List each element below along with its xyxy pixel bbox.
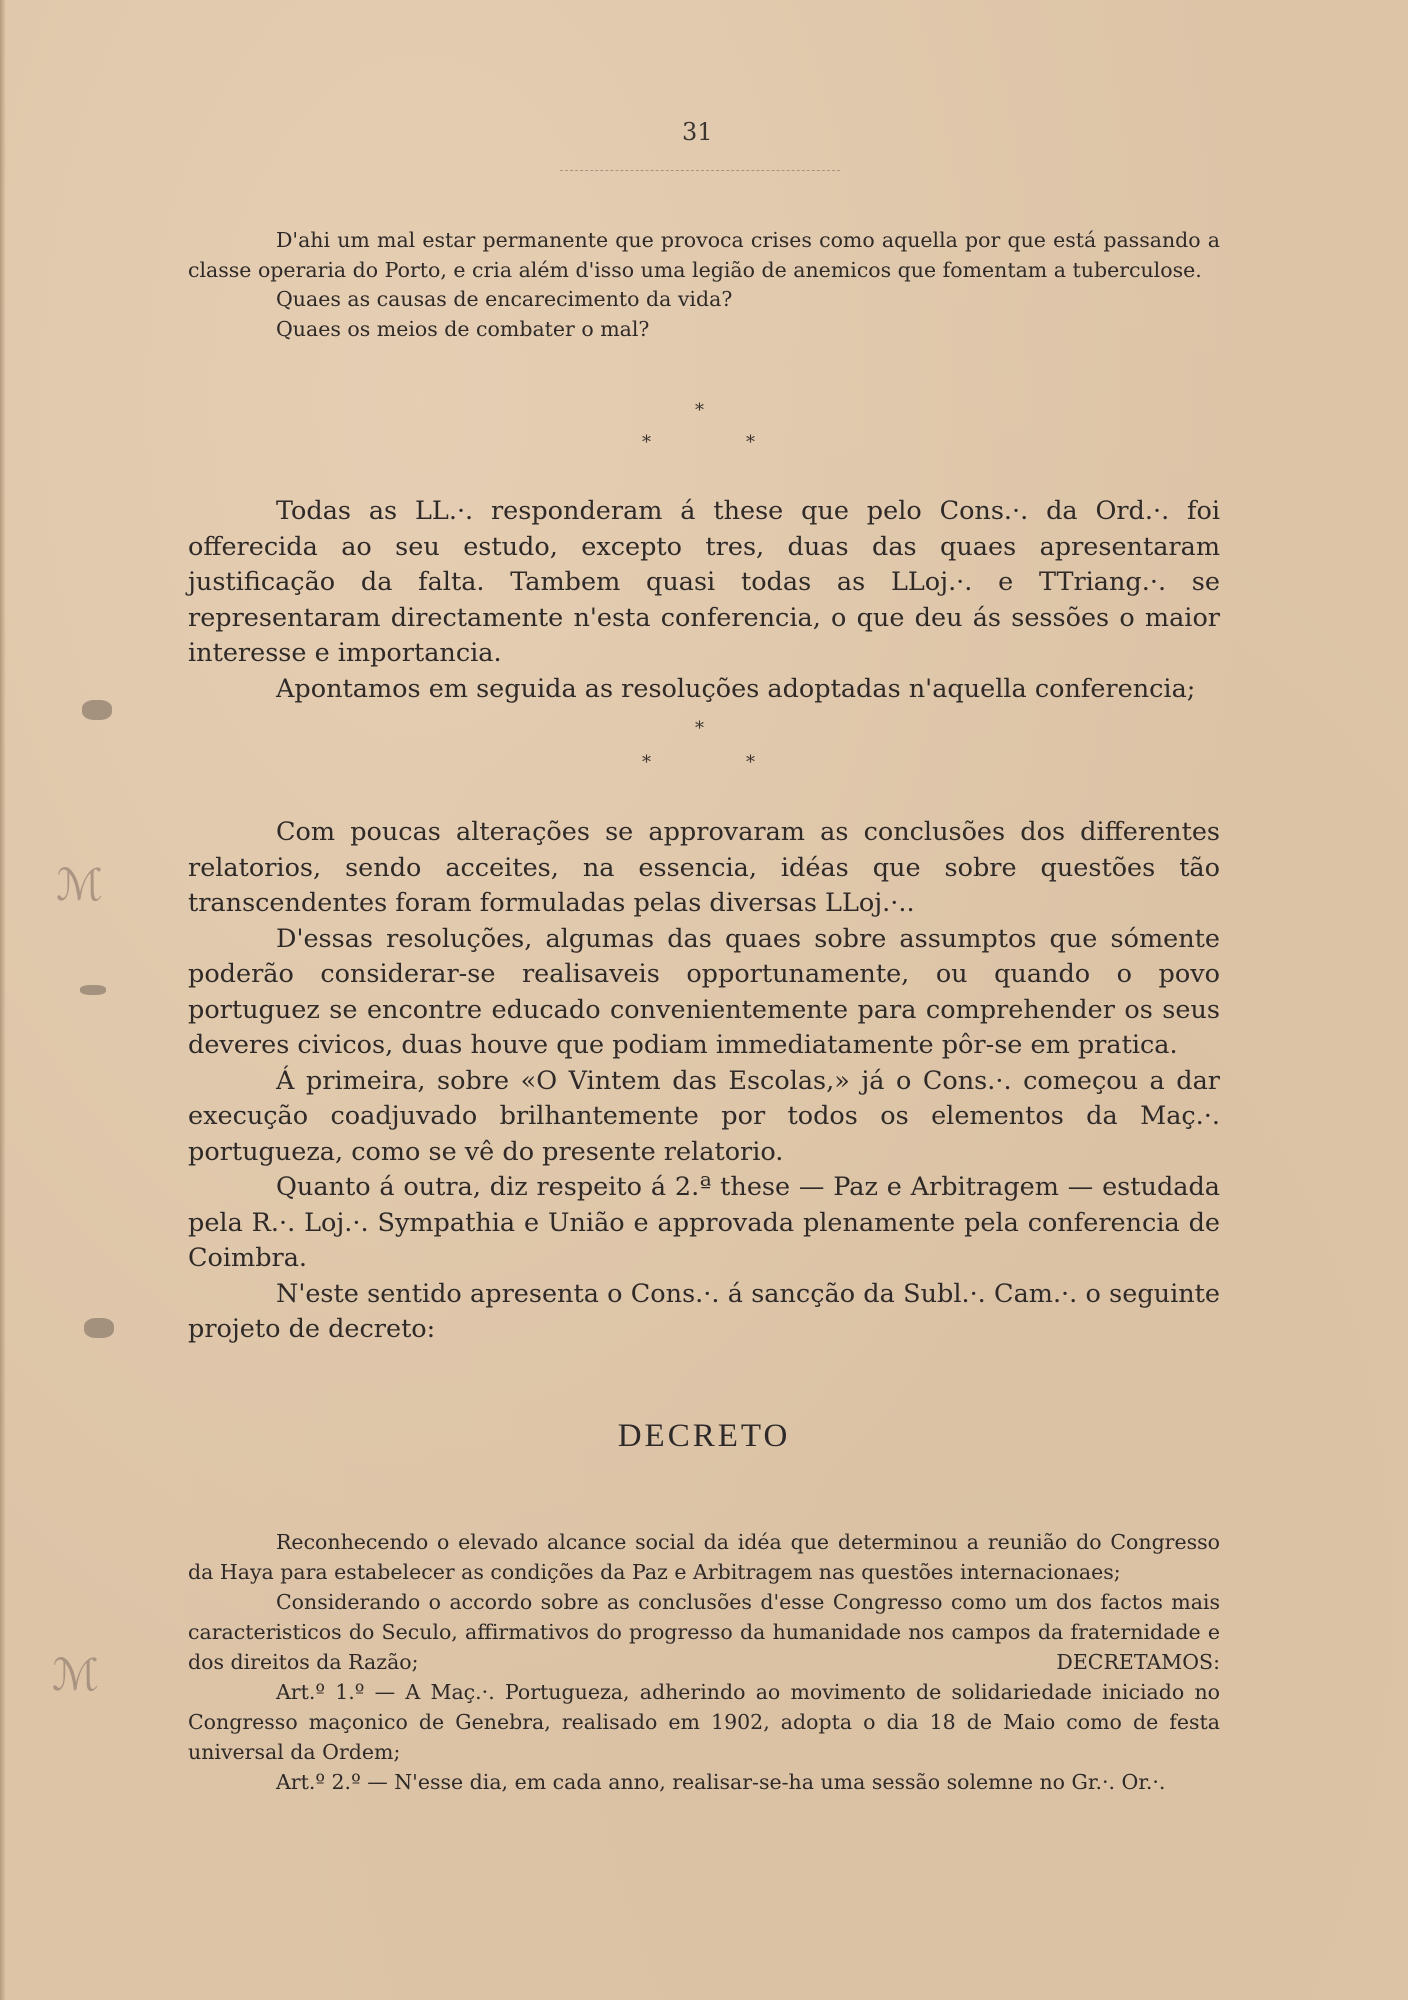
margin-stain — [80, 985, 106, 995]
section-1-paragraph-2: Apontamos em seguida as resoluções adoptadas n'aquella conferencia; — [276, 673, 1196, 704]
asterism-star: * — [642, 432, 651, 453]
asterism-star: * — [695, 400, 704, 421]
margin-pencil-mark: ℳ — [52, 1650, 100, 1701]
intro-paragraph: D'ahi um mal estar permanente que provoca crises como aquella por que está passando a classe operaria do Porto, e cria além d'isso uma legião de anemicos que fomentam a tuberculose. — [188, 228, 1220, 282]
asterism-star: * — [642, 752, 651, 773]
margin-stain — [84, 1318, 114, 1338]
intro-block — [188, 226, 1220, 344]
asterism-1 — [0, 400, 1408, 460]
asterism-2 — [0, 718, 1408, 778]
decree-recital-2-text: Considerando o accordo sobre as conclusões d'esse Congresso como um dos factos mais caracteristicos do Seculo, affirmativos do progresso da humanidade nos campos da fraternidade e dos direitos da Razão; — [188, 1590, 1220, 1674]
decree-article-2: Art.º 2.º — N'esse dia, em cada anno, realisar-se-ha uma sessão solemne no Gr.·. Or.·. — [276, 1770, 1166, 1794]
question-remedies: Quaes os meios de combater o mal? — [276, 316, 650, 341]
decree-article-1: Art.º 1.º — A Maç.·. Portugueza, adherindo ao movimento de solidariedade iniciado no Congresso maçonico de Genebra, realisado em 1902, adopta o dia 18 de Maio como de festa universal da Ordem; — [188, 1680, 1220, 1764]
decree-body — [188, 1527, 1220, 1797]
decree-decretamos: DECRETAMOS: — [1056, 1650, 1220, 1674]
decree-title: DECRETO — [617, 1418, 791, 1454]
page-number: 31 — [682, 118, 713, 146]
asterism-star: * — [746, 432, 755, 453]
section-1-paragraph-1: Todas as LL.·. responderam á these que pelo Cons.·. da Ord.·. foi offerecida ao seu estudo, excepto tres, duas das quaes apresentaram justificação da falta. Tambem quasi todas as LLoj.·. e TTriang.·. se representaram directamente n'esta conferencia, o que deu ás sessões o maior interesse e importancia. — [188, 496, 1220, 668]
page-edge-shadow — [0, 0, 6, 2000]
section-2-paragraph-5: N'este sentido apresenta o Cons.·. á sancção da Subl.·. Cam.·. o seguinte projeto de decreto: — [188, 1278, 1220, 1344]
section-2-paragraph-1: Com poucas alterações se approvaram as conclusões dos differentes relatorios, sendo acceites, na essencia, idéas que sobre questões tão transcendentes foram formuladas pelas diversas LLoj.·.. — [188, 817, 1220, 918]
margin-stain — [82, 700, 112, 720]
section-2-paragraph-4: Quanto á outra, diz respeito á 2.ª these — Paz e Arbitragem — estudada pela R.·. Loj.·. Sympathia e União e approvada plenamente pela conferencia de Coimbra. — [188, 1172, 1220, 1273]
section-2 — [188, 815, 1220, 1348]
asterism-star: * — [695, 718, 704, 739]
asterism-star: * — [746, 752, 755, 773]
header-rule — [560, 170, 840, 171]
section-1 — [188, 494, 1220, 707]
decree-recital-2 — [188, 1587, 1220, 1677]
margin-pencil-mark: ℳ — [56, 860, 104, 911]
section-2-paragraph-3: Á primeira, sobre «O Vintem das Escolas,» já o Cons.·. começou a dar execução coadjuvado brilhantemente por todos os elementos da Maç.·. portugueza, como se vê do presente relatorio. — [188, 1065, 1220, 1167]
question-causes: Quaes as causas de encarecimento da vida? — [276, 287, 733, 311]
section-2-paragraph-2: D'essas resoluções, algumas das quaes sobre assumptos que sómente poderão considerar-se realisaveis opportunamente, ou quando o povo portuguez se encontre educado convenientemente para comprehender os seus deveres civicos, duas houve que podiam immediatamente pôr-se em pratica. — [188, 923, 1220, 1060]
decree-recital-1: Reconhecendo o elevado alcance social da idéa que determinou a reunião do Congresso da Haya para estabelecer as condições da Paz e Arbitragem nas questões internacionaes; — [188, 1530, 1220, 1584]
